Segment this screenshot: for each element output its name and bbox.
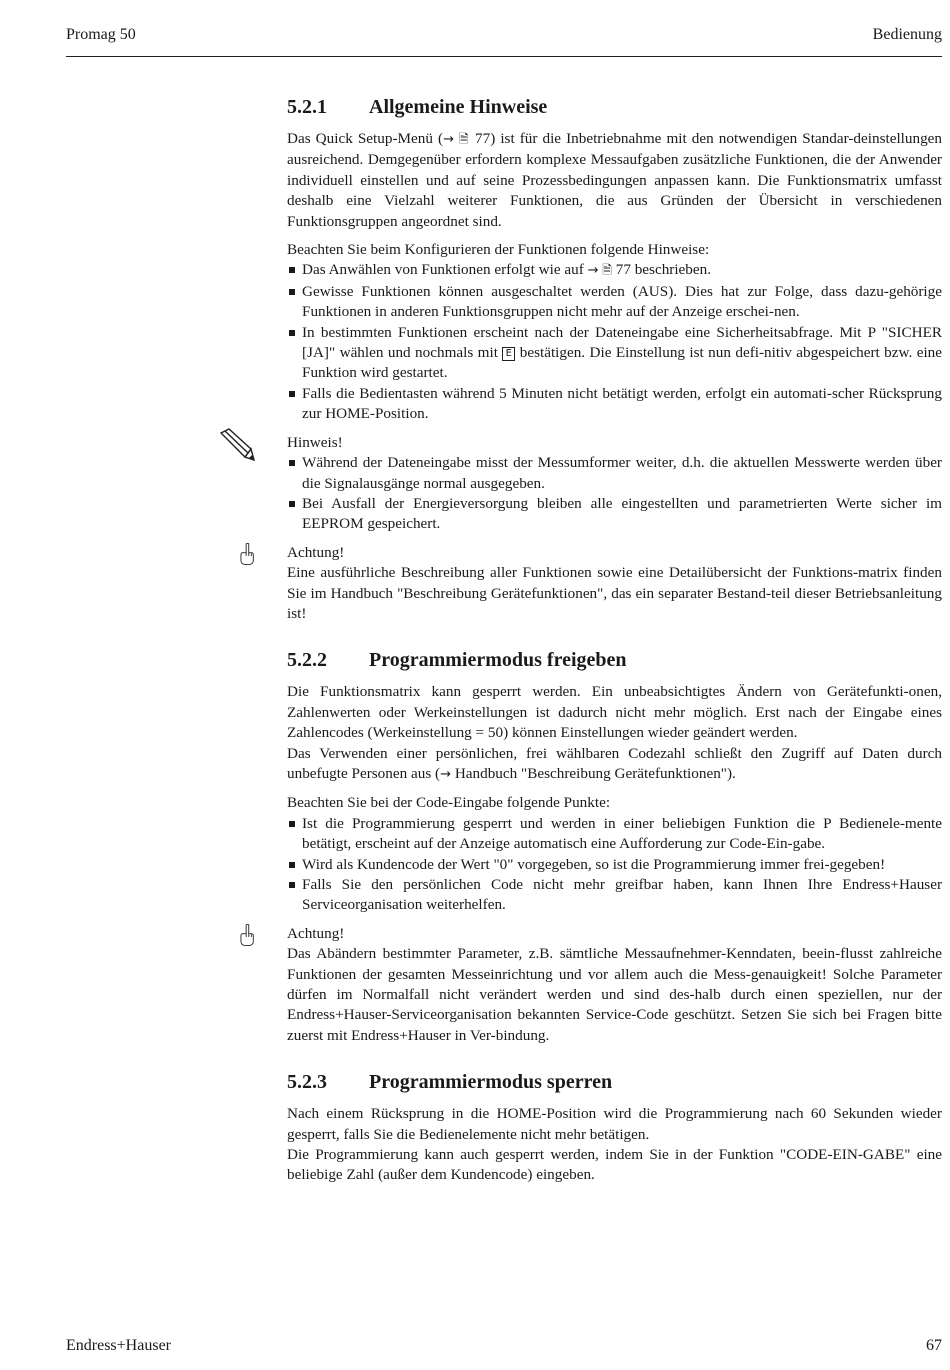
- paragraph: Beachten Sie beim Konfigurieren der Funktionen folgende Hinweise:: [287, 241, 710, 259]
- pencil-icon: [217, 427, 257, 463]
- paragraph: Die Programmierung kann auch gesperrt werden, indem Sie in der Funktion "CODE-EIN-GABE" eine beliebige Zahl (außer dem Kundencode) eingeben.: [287, 1146, 942, 1184]
- pointing-hand-icon: [239, 916, 265, 954]
- page-reference-icon: 🗎: [459, 132, 470, 146]
- list-item: Während der Dateneingabe misst der Messumformer weiter, d.h. die aktuellen Messwerte werden über die Signalausgänge normal ausgegeben.: [287, 453, 942, 494]
- bullet-list: [287, 260, 942, 424]
- paragraph: Beachten Sie bei der Code-Eingabe folgende Punkte:: [287, 794, 611, 812]
- paragraph: Das Quick Setup-Menü (→ 🗎 77) ist für die Inbetriebnahme mit den notwendigen Standar-deinstellungen ausreichend. Demgegenüber erfordern komplexe Messaufgaben zusätzliche Funktionen, die der Anwender individuell einstellen und auf seine Prozessbedingungen anpassen kann. Die Funktionsmatrix umfasst deshalb eine Vielzahl weiterer Funktionen, die aus Gründen der Übersicht in verschiedenen Funktionsgruppen angeordnet sind.: [287, 130, 942, 230]
- caution-label: Achtung!: [287, 543, 345, 561]
- bullet-list: [287, 453, 942, 535]
- section-number: 5.2.2: [287, 649, 327, 672]
- note-label: Hinweis!: [287, 433, 343, 451]
- page-header: [66, 26, 942, 48]
- paragraph: Das Verwenden einer persönlichen, frei wählbaren Codezahl schließt den Zugriff auf Daten durch unbefugte Personen aus (→ Handbuch "Beschreibung Gerätefunktionen").: [287, 744, 942, 782]
- section-number: 5.2.1: [287, 96, 327, 118]
- section-heading: [287, 646, 942, 674]
- caution-block: [287, 924, 942, 1046]
- caution-text: Das Abändern bestimmter Parameter, z.B. sämtliche Messaufnehmer-Kenndaten, beein-flusst zahlreiche Funktionen der gesamten Messeinrichtung und vor allem auch die Mess-genauigkeit! Solche Parameter dürfen im Normalfall nicht verändert werden und sind des-halb durch einen speziellen, nur der Endress+Hauser-Serviceorganisation bekannten Service-Code geschützt. Setzen Sie sich bei Fragen bitte zuerst mit Endress+Hauser in Ver-bindung.: [287, 945, 942, 1044]
- section-heading: [287, 93, 942, 121]
- list-item: Ist die Programmierung gesperrt und werden in einer beliebigen Funktion die P Bedienele-mente betätigt, erscheint auf der Anzeige automatisch eine Aufforderung zur Code-Ein-gabe.: [287, 814, 942, 855]
- arrow-icon: →: [440, 766, 452, 782]
- footer-company: Endress+Hauser: [66, 1337, 171, 1354]
- list-item: Wird als Kundencode der Wert "0" vorgegeben, so ist die Programmierung immer frei-gegeben!: [287, 855, 942, 875]
- section-title: Programmiermodus sperren: [369, 1071, 613, 1094]
- header-product: Promag 50: [66, 26, 136, 43]
- caution-label: Achtung!: [287, 924, 345, 942]
- arrow-icon: →: [443, 132, 454, 147]
- page-footer: [66, 1337, 942, 1355]
- list-item: Bei Ausfall der Energieversorgung bleiben alle eingestellten und parametrierten Werte sicher im EEPROM gespeichert.: [287, 494, 942, 535]
- arrow-icon: →: [587, 263, 599, 279]
- note-block: [287, 433, 942, 535]
- enter-key-icon: E: [502, 347, 515, 361]
- list-item: Falls Sie den persönlichen Code nicht mehr greifbar haben, kann Ihnen Ihre Endress+Hauser Serviceorganisation weiterhelfen.: [287, 875, 942, 916]
- bullet-list: [287, 814, 942, 916]
- paragraph: Die Funktionsmatrix kann gesperrt werden. Ein unbeabsichtigtes Ändern von Gerätefunkti-onen, Zahlenwerten oder Werkeinstellungen ist dadurch nicht mehr möglich. Erst nach der Eingabe eines Zahlencodes (Werkeinstellung = 50) können Einstellungen wieder geändert werden.: [287, 683, 942, 742]
- section-number: 5.2.3: [287, 1071, 327, 1094]
- list-item: Das Anwählen von Funktionen erfolgt wie auf → 🗎 77 beschrieben.: [287, 260, 942, 281]
- list-item: Falls die Bedientasten während 5 Minuten nicht betätigt werden, erfolgt ein automati-scher Rücksprung zur HOME-Position.: [287, 384, 942, 425]
- page-reference-icon: 🗎: [602, 263, 612, 278]
- caution-text: Eine ausführliche Beschreibung aller Funktionen sowie eine Detailübersicht der Funktions-matrix finden Sie im Handbuch "Beschreibung Gerätefunktionen", das ein separater Bestand-teil dieser Betriebsanleitung ist!: [287, 564, 942, 622]
- section-title: Allgemeine Hinweise: [369, 96, 548, 118]
- section-title: Programmiermodus freigeben: [369, 649, 627, 672]
- pointing-hand-icon: [239, 535, 265, 573]
- list-item: Gewisse Funktionen können ausgeschaltet werden (AUS). Dies hat zur Folge, dass dazu-gehörige Funktionen in anderen Funktionsgruppen nicht mehr auf der Anzeige erschei-nen.: [287, 282, 942, 323]
- page-content: [287, 93, 942, 1186]
- header-rule: [66, 56, 942, 57]
- paragraph: Nach einem Rücksprung in die HOME-Position wird die Programmierung nach 60 Sekunden wieder gesperrt, falls Sie die Bedienelemente nicht mehr betätigen.: [287, 1105, 942, 1143]
- list-item: In bestimmten Funktionen erscheint nach der Dateneingabe eine Sicherheitsabfrage. Mit P "SICHER [JA]" wählen und nochmals mit E bestätigen. Die Einstellung ist nun defi-nitiv abgespeichert bzw. eine Funktion wird gestartet.: [287, 323, 942, 384]
- header-chapter: Bedienung: [872, 26, 942, 43]
- section-heading: [287, 1068, 942, 1096]
- caution-block: [287, 543, 942, 625]
- page-number: 67: [926, 1337, 942, 1354]
